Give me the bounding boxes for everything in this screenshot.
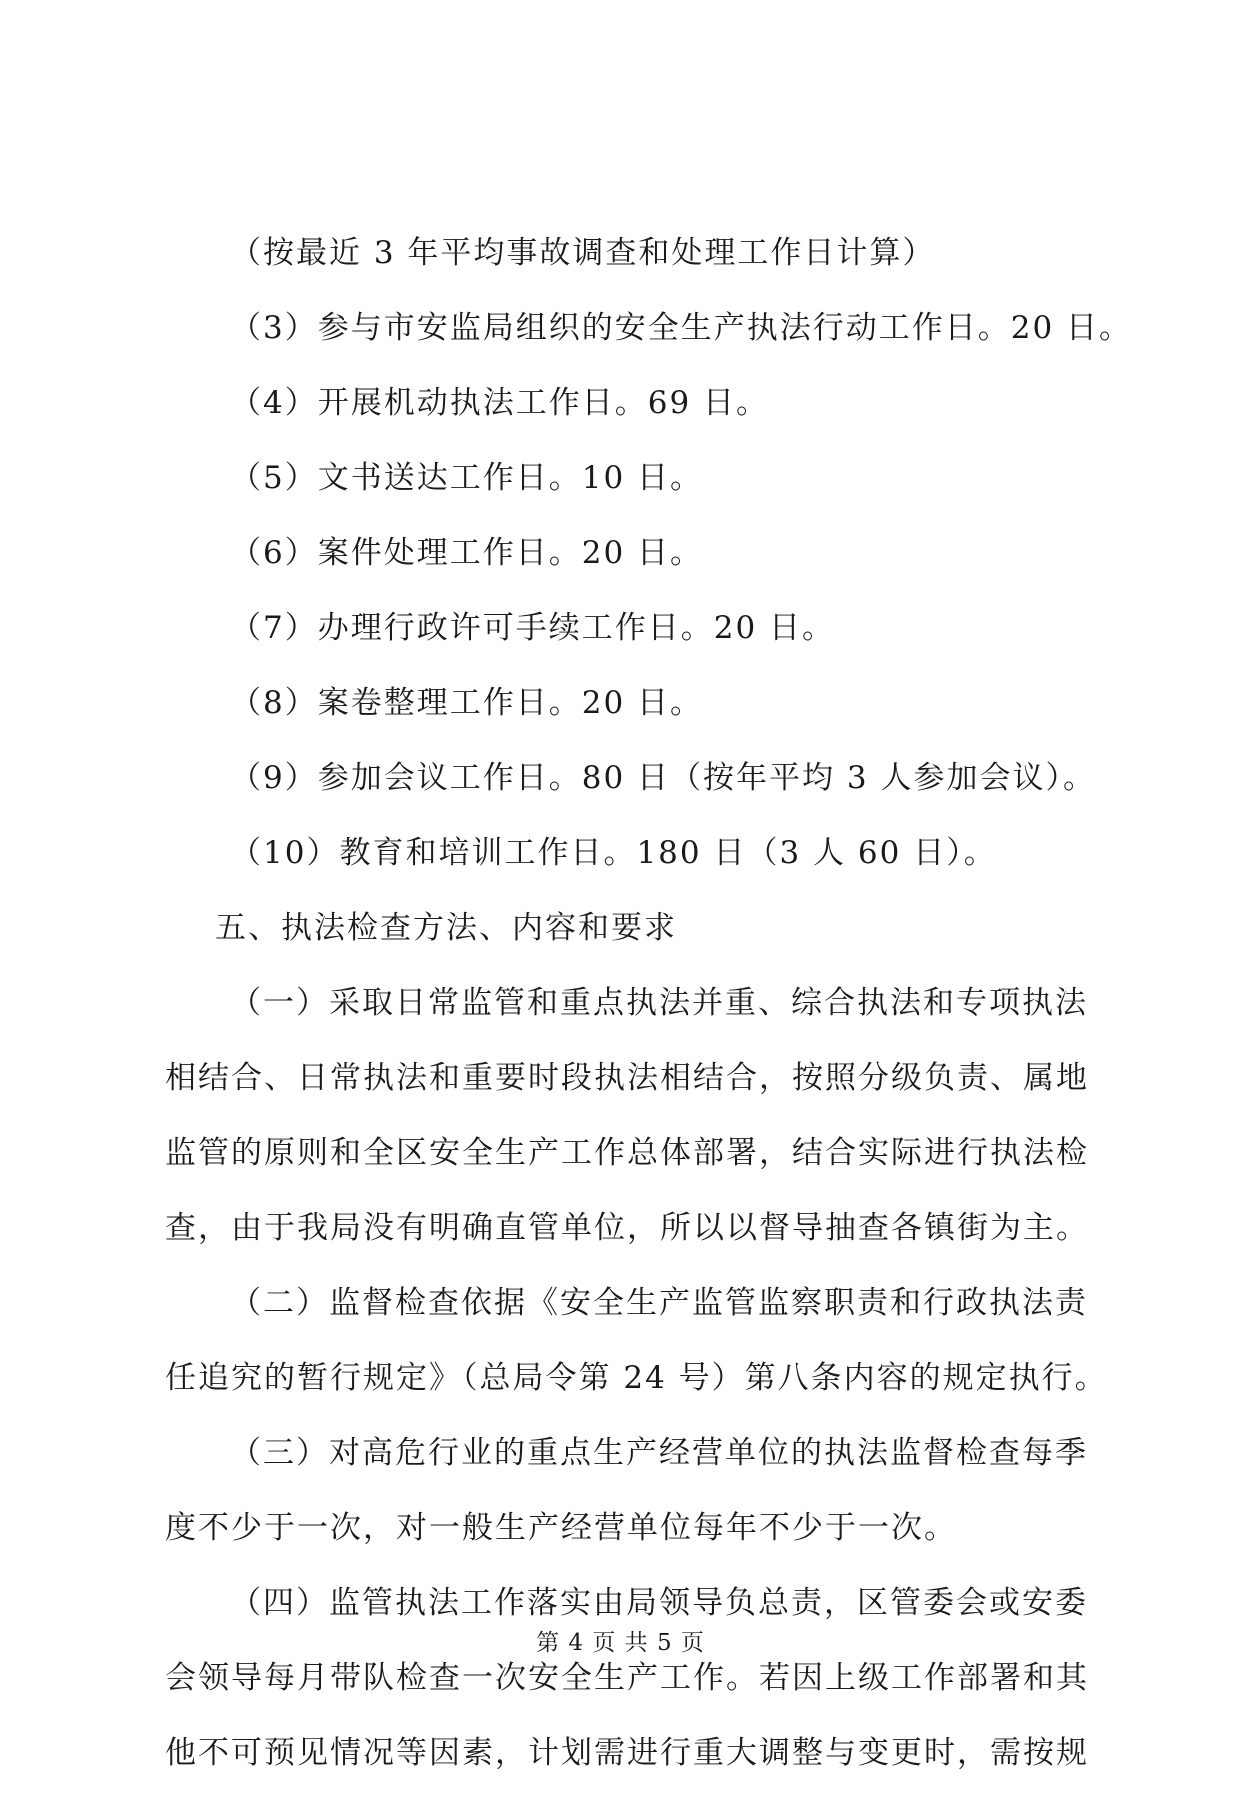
paragraph-line: 查，由于我局没有明确直管单位，所以以督导抽查各镇街为主。 [165, 1210, 1089, 1246]
page-number-footer: 第 4 页 共 5 页 [536, 1630, 705, 1656]
list-item: （8）案卷整理工作日。20 日。 [230, 685, 704, 721]
paragraph-line: 度不少于一次，对一般生产经营单位每年不少于一次。 [165, 1510, 957, 1546]
paragraph-line: 相结合、日常执法和重要时段执法相结合，按照分级负责、属地 [165, 1060, 1089, 1096]
list-item: （9）参加会议工作日。80 日（按年平均 3 人参加会议）。 [230, 760, 1096, 796]
list-item: （3）参与市安监局组织的安全生产执法行动工作日。20 日。 [230, 310, 1133, 346]
text-line: （按最近 3 年平均事故调查和处理工作日计算） [230, 235, 936, 271]
paragraph-line: （三）对高危行业的重点生产经营单位的执法监督检查每季 [230, 1435, 1088, 1471]
list-item: （6）案件处理工作日。20 日。 [230, 535, 704, 571]
list-item: （5）文书送达工作日。10 日。 [230, 460, 704, 496]
paragraph-line: （一）采取日常监管和重点执法并重、综合执法和专项执法 [230, 985, 1088, 1021]
paragraph-line: 监管的原则和全区安全生产工作总体部署，结合实际进行执法检 [165, 1135, 1089, 1171]
list-item: （7）办理行政许可手续工作日。20 日。 [230, 610, 836, 646]
paragraph-line: 他不可预见情况等因素，计划需进行重大调整与变更时，需按规 [165, 1735, 1089, 1771]
paragraph-line: 任追究的暂行规定》（总局令第 24 号）第八条内容的规定执行。 [165, 1360, 1108, 1396]
paragraph-line: （四）监管执法工作落实由局领导负总责，区管委会或安委 [230, 1585, 1088, 1621]
paragraph-line: 会领导每月带队检查一次安全生产工作。若因上级工作部署和其 [165, 1660, 1089, 1696]
list-item: （4）开展机动执法工作日。69 日。 [230, 385, 770, 421]
document-body [165, 228, 1133, 1803]
section-heading: 五、执法检查方法、内容和要求 [215, 910, 677, 946]
paragraph-line: （二）监督检查依据《安全生产监管监察职责和行政执法责 [230, 1285, 1088, 1321]
list-item: （10）教育和培训工作日。180 日（3 人 60 日）。 [230, 835, 997, 871]
